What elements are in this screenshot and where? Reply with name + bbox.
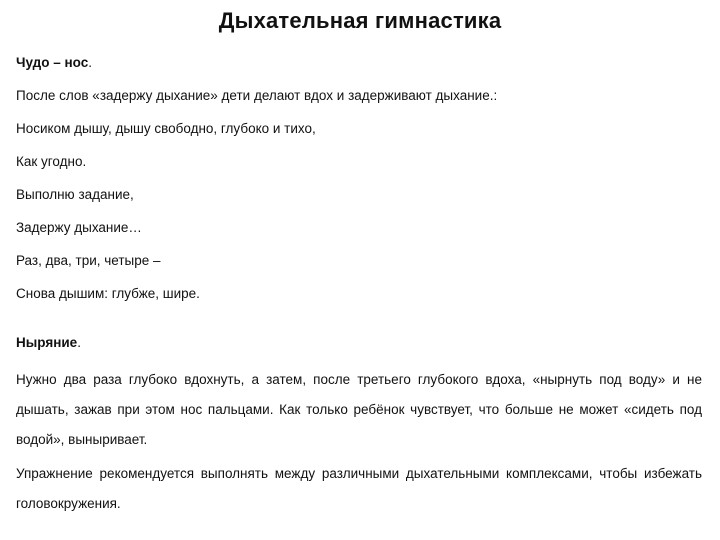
heading-text: Чудо – нос bbox=[16, 55, 89, 70]
text-line: Носиком дышу, дышу свободно, глубоко и тихо, bbox=[16, 121, 316, 136]
paragraph: Упражнение рекомендуется выполнять между различными дыхательными комплексами, чтобы избежать головокружения. bbox=[16, 466, 702, 511]
text-line: Как угодно. bbox=[16, 154, 87, 169]
section-spacer bbox=[16, 316, 702, 332]
content-body bbox=[16, 52, 702, 523]
text-line: После слов «задержу дыхание» дети делают вдох и задерживают дыхание.: bbox=[16, 88, 498, 103]
section-heading-nose bbox=[16, 52, 702, 85]
section-heading-diving bbox=[16, 332, 702, 365]
page-title: Дыхательная гимнастика bbox=[218, 8, 502, 33]
heading-tail: . bbox=[77, 335, 81, 350]
paragraph: Нужно два раза глубоко вдохнуть, а затем, после третьего глубокого вдоха, «нырнуть под воду» и не дышать, зажав при этом нос пальцами. Как только ребёнок чувствует, что больше не может «сидеть под водой», выныривает. bbox=[16, 372, 702, 447]
heading-text: Ныряние bbox=[16, 335, 78, 350]
text-line: Выполню задание, bbox=[16, 187, 134, 202]
heading-tail: . bbox=[88, 55, 92, 70]
text-line: Снова дышим: глубже, шире. bbox=[16, 286, 200, 301]
text-line: Задержу дыхание… bbox=[16, 220, 142, 235]
text-line: Раз, два, три, четыре – bbox=[16, 253, 161, 268]
